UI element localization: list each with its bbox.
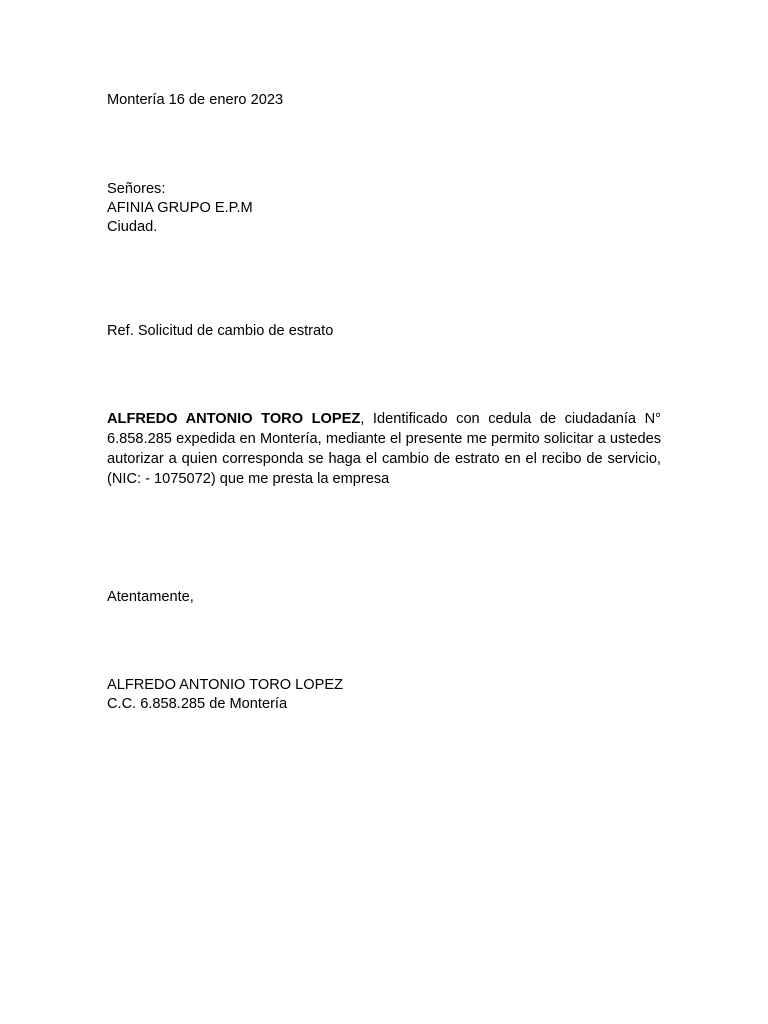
signature-block (107, 676, 343, 714)
recipient-company: AFINIA GRUPO E.P.M (107, 200, 253, 216)
recipient-block (107, 180, 253, 237)
signature-id: C.C. 6.858.285 de Montería (107, 696, 288, 712)
body-paragraph (107, 409, 661, 489)
letter-date: Montería 16 de enero 2023 (107, 92, 284, 108)
reference-line: Ref. Solicitud de cambio de estrato (107, 323, 334, 339)
signature-name: ALFREDO ANTONIO TORO LOPEZ (107, 677, 343, 693)
closing-line: Atentamente, (107, 589, 194, 605)
body-text: , Identificado con cedula de ciudadanía N° 6.858.285 expedida en Montería, mediante el presente me permito solicitar a ustedes autorizar a quien corresponda se haga el cambio de estrato en el recibo de servicio, (NIC: - 1075072) que me presta la empresa (107, 411, 661, 487)
body-sender-name: ALFREDO ANTONIO TORO LOPEZ (107, 411, 361, 427)
recipient-city: Ciudad. (107, 219, 158, 235)
recipient-salutation: Señores: (107, 181, 166, 197)
